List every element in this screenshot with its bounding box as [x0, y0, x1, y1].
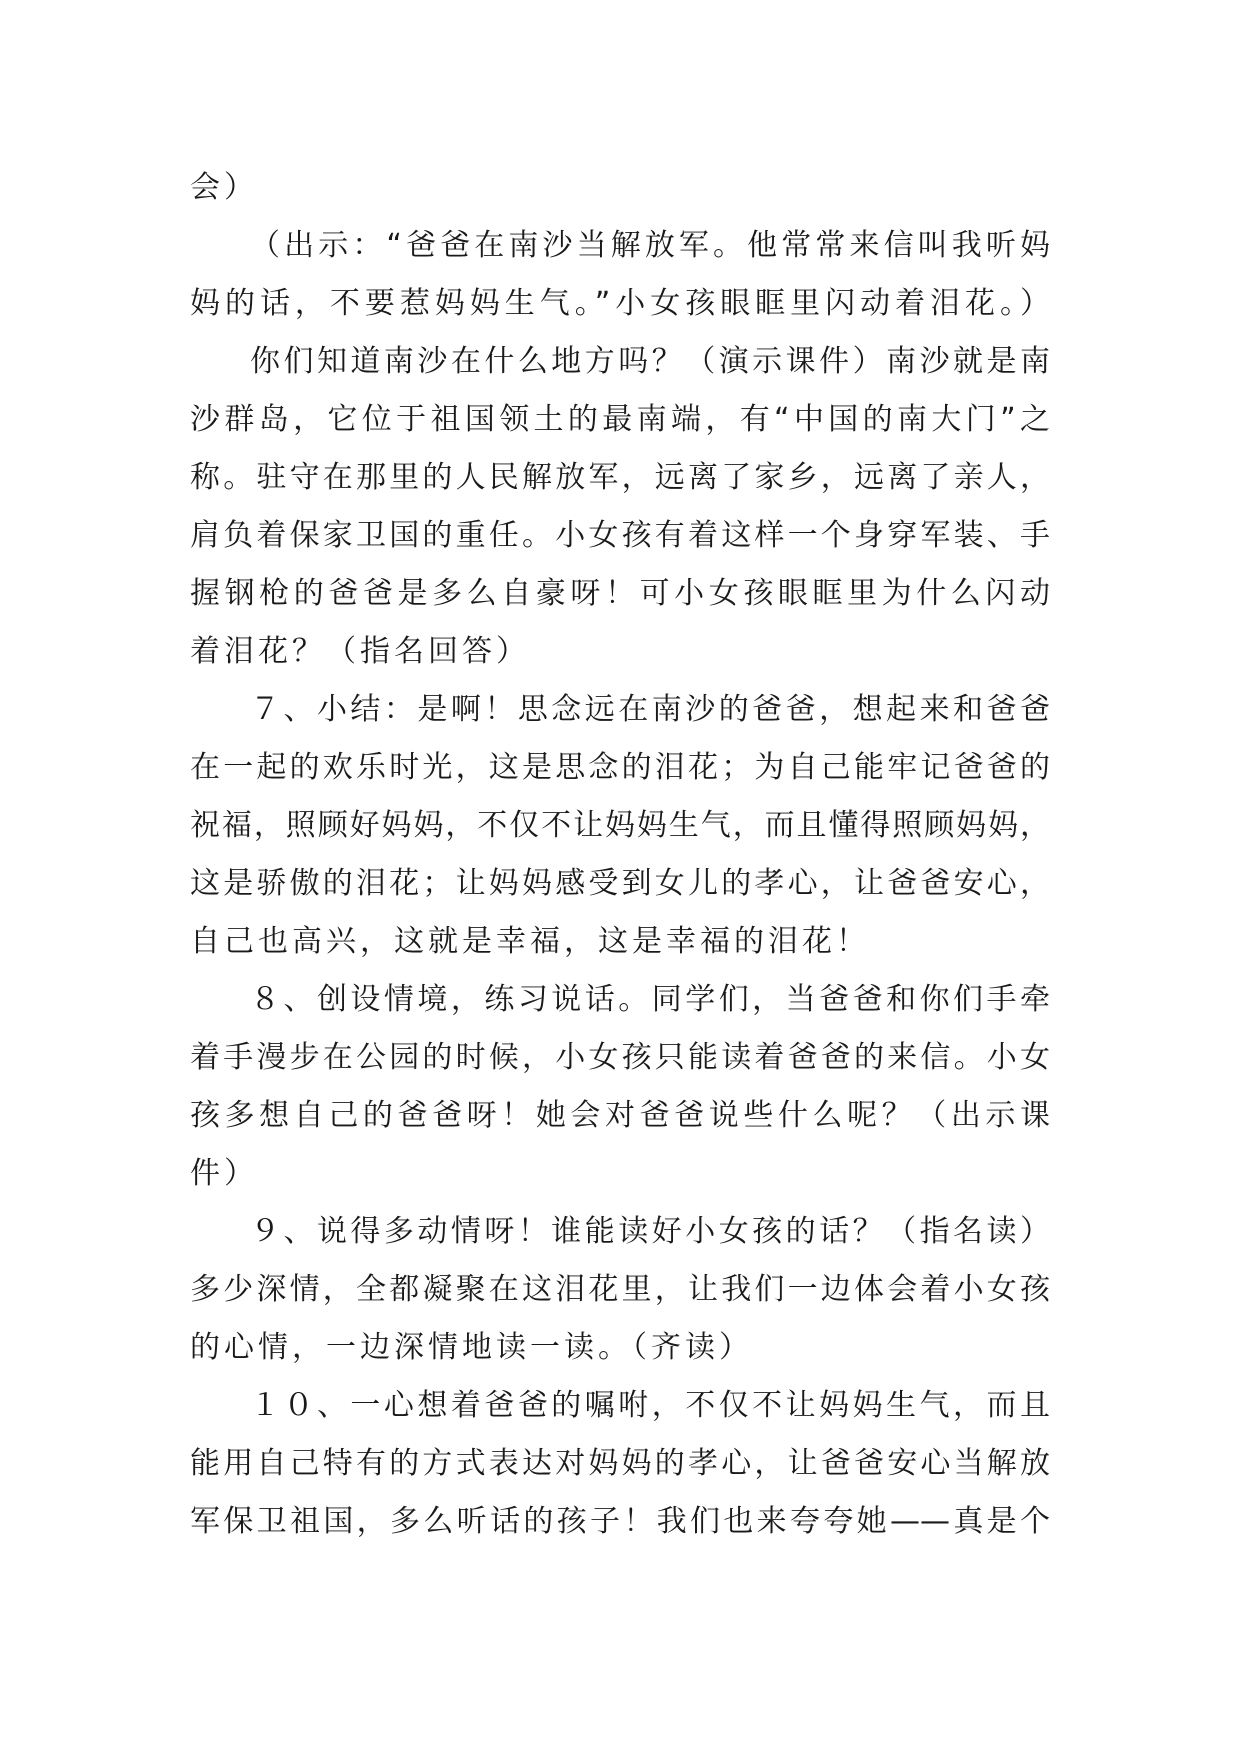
- text-line: 着手漫步在公园的时候，小女孩只能读着爸爸的来信。小女: [190, 1040, 1050, 1075]
- text-line: 肩负着保家卫国的重任。小女孩有着这样一个身穿军装、手: [190, 518, 1050, 553]
- text-line: １０、一心想着爸爸的嘱咐，不仅不让妈妈生气，而且: [250, 1388, 1050, 1423]
- text-line: 会）: [190, 170, 258, 205]
- text-line: 沙群岛，它位于祖国领土的最南端，有“中国的南大门”之: [190, 402, 1050, 437]
- text-line: ９、说得多动情呀！谁能读好小女孩的话？（指名读）: [250, 1214, 1050, 1249]
- text-line: 在一起的欢乐时光，这是思念的泪花；为自己能牢记爸爸的: [190, 750, 1050, 785]
- text-line: 自己也高兴，这就是幸福，这是幸福的泪花！: [190, 924, 870, 959]
- text-line: 你们知道南沙在什么地方吗？（演示课件）南沙就是南: [250, 344, 1050, 379]
- text-line: （出示：“爸爸在南沙当解放军。他常常来信叫我听妈: [250, 228, 1050, 263]
- text-line: ８、创设情境，练习说话。同学们，当爸爸和你们手牵: [250, 982, 1050, 1017]
- text-line: 妈的话，不要惹妈妈生气。”小女孩眼眶里闪动着泪花。）: [190, 286, 1050, 321]
- text-line: ７、小结：是啊！思念远在南沙的爸爸，想起来和爸爸: [250, 692, 1050, 727]
- text-line: 这是骄傲的泪花；让妈妈感受到女儿的孝心，让爸爸安心，: [190, 866, 1050, 901]
- text-line: 孩多想自己的爸爸呀！她会对爸爸说些什么呢？（出示课: [190, 1098, 1050, 1133]
- text-line: 能用自己特有的方式表达对妈妈的孝心，让爸爸安心当解放: [190, 1446, 1050, 1481]
- text-line: 多少深情，全都凝聚在这泪花里，让我们一边体会着小女孩: [190, 1272, 1050, 1307]
- text-line: 握钢枪的爸爸是多么自豪呀！可小女孩眼眶里为什么闪动: [190, 576, 1050, 611]
- text-line: 着泪花？（指名回答）: [190, 634, 530, 669]
- text-line: 件）: [190, 1156, 258, 1191]
- text-line: 祝福，照顾好妈妈，不仅不让妈妈生气，而且懂得照顾妈妈，: [190, 808, 1050, 843]
- text-line: 军保卫祖国，多么听话的孩子！我们也来夸夸她——真是个: [190, 1504, 1050, 1539]
- text-line: 的心情，一边深情地读一读。（齐读）: [190, 1330, 753, 1365]
- text-line: 称。驻守在那里的人民解放军，远离了家乡，远离了亲人，: [190, 460, 1050, 495]
